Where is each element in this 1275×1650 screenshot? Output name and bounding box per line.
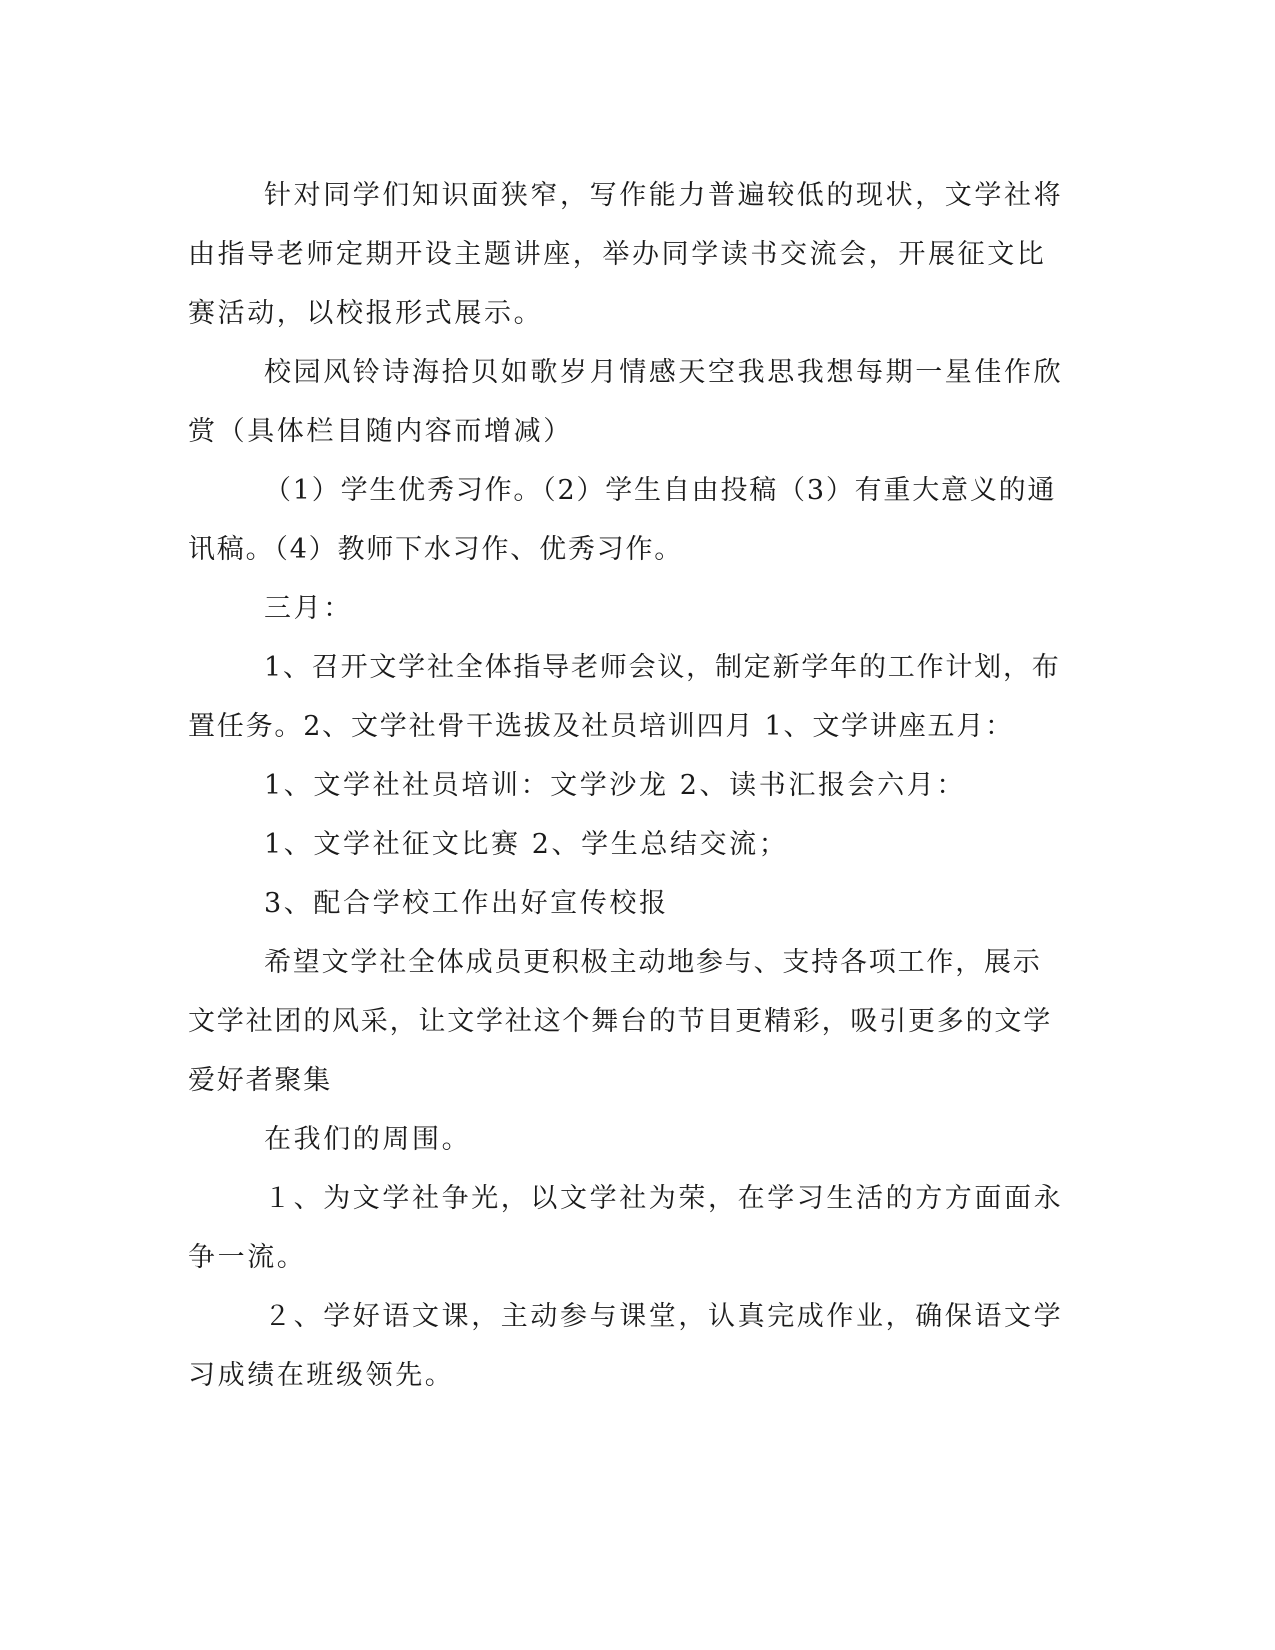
paragraph-content-types: （1）学生优秀习作。（2）学生自由投稿（3）有重大意义的通讯稿。（4）教师下水习作、优秀习作。 bbox=[188, 475, 1057, 565]
paragraph-march-heading: 三月： bbox=[264, 593, 353, 624]
paragraph-goal-1: １、为文学社争光，以文学社为荣，在学习生活的方方面面永争一流。 bbox=[188, 1183, 1064, 1273]
document-body bbox=[188, 166, 1068, 1405]
paragraph-contest: 1、文学社征文比赛 2、学生总结交流； bbox=[264, 829, 789, 860]
paragraph-training: 1、文学社社员培训：文学沙龙 2、读书汇报会六月： bbox=[264, 770, 966, 801]
paragraph-columns: 校园风铃诗海拾贝如歌岁月情感天空我思我想每期一星佳作欣赏（具体栏目随内容而增减） bbox=[188, 357, 1064, 447]
paragraph-intro: 针对同学们知识面狭窄，写作能力普遍较低的现状，文学社将由指导老师定期开设主题讲座，举办同学读书交流会，开展征文比赛活动，以校报形式展示。 bbox=[188, 180, 1064, 329]
paragraph-goal-2: ２、学好语文课，主动参与课堂，认真完成作业，确保语文学习成绩在班级领先。 bbox=[188, 1301, 1064, 1391]
paragraph-school-paper: 3、配合学校工作出好宣传校报 bbox=[264, 888, 669, 919]
paragraph-surroundings: 在我们的周围。 bbox=[264, 1124, 472, 1155]
paragraph-march-items: 1、召开文学社全体指导老师会议，制定新学年的工作计划，布置任务。2、文学社骨干选拔及社员培训四月 1、文学讲座五月： bbox=[188, 652, 1061, 742]
paragraph-hope: 希望文学社全体成员更积极主动地参与、支持各项工作，展示文学社团的风采，让文学社这个舞台的节目更精彩，吸引更多的文学爱好者聚集 bbox=[188, 947, 1052, 1096]
